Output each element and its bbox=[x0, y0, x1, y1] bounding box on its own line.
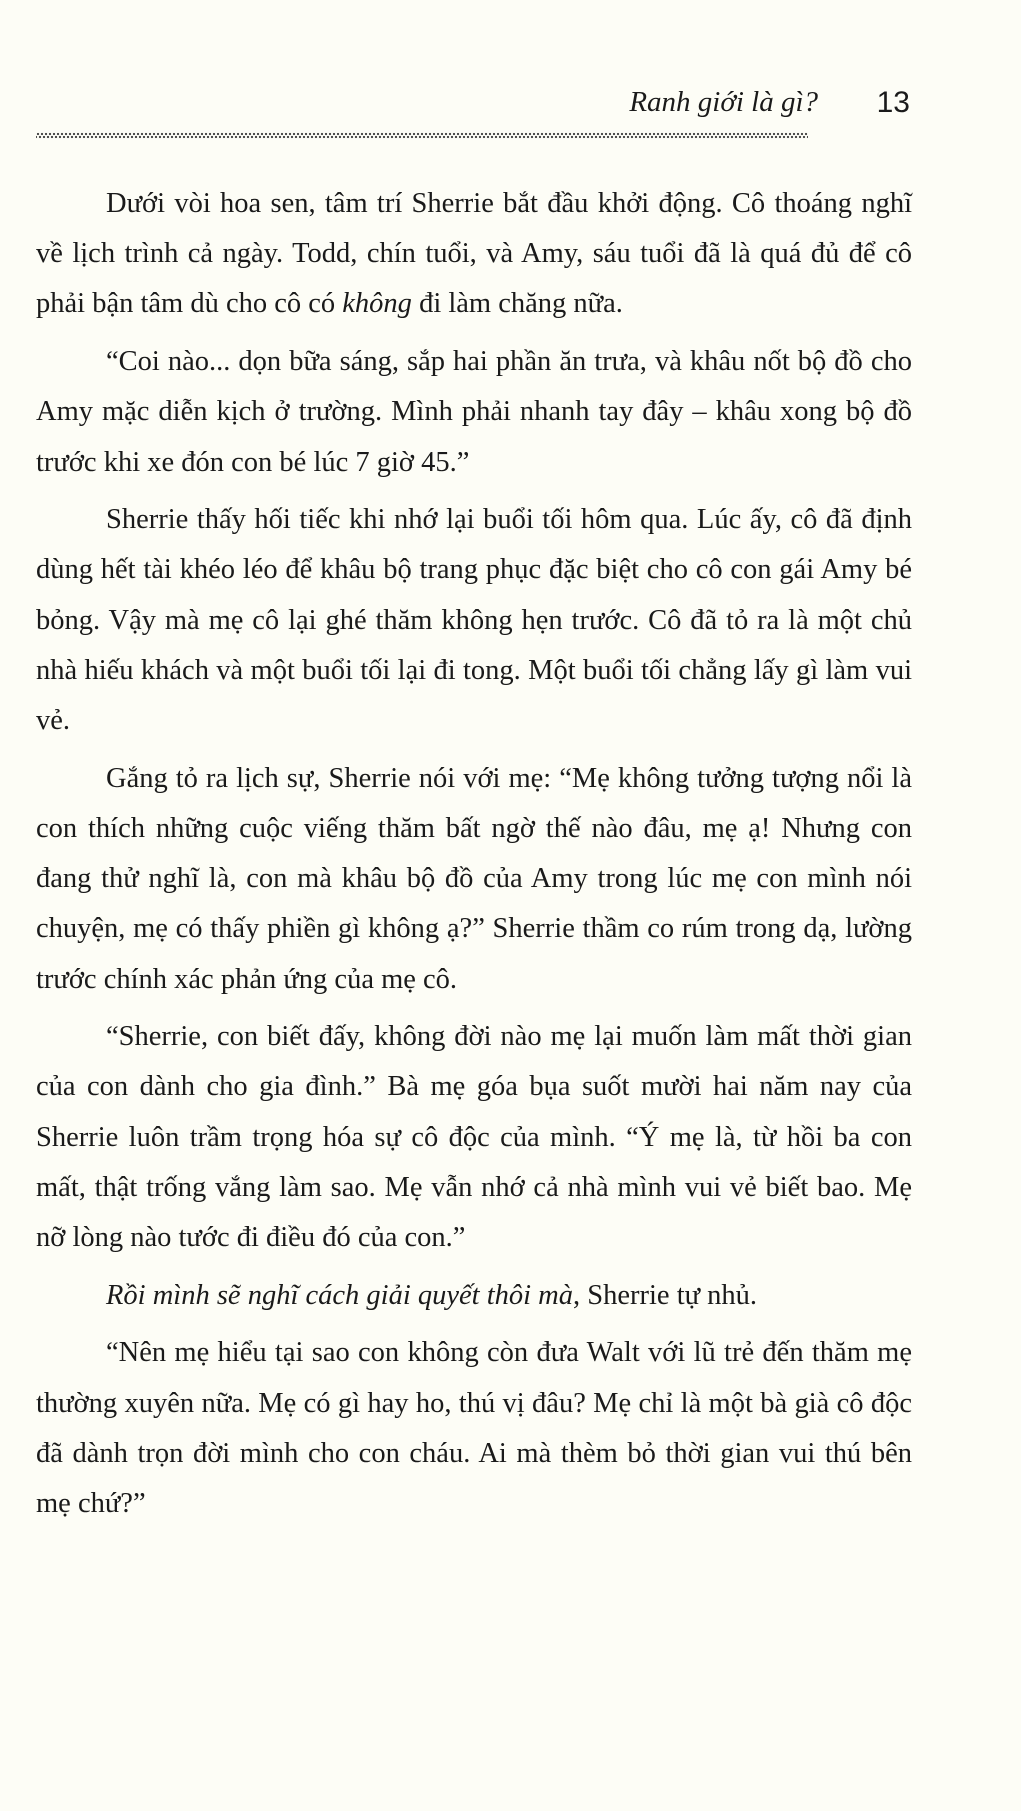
emphasis: không bbox=[342, 288, 412, 320]
header-divider bbox=[36, 132, 808, 139]
paragraph: Gắng tỏ ra lịch sự, Sherrie nói với mẹ: “Mẹ không tưởng tượng nổi là con thích những cuộc viếng thăm bất ngờ thế nào đâu, mẹ ạ! Nhưng con đang thử nghĩ là, con mà khâu bộ đồ của Amy trong lúc mẹ con mình nói chuyện, mẹ có thấy phiền gì không ạ?” Sherrie thầm co rúm trong dạ, lường trước chính xác phản ứng của mẹ cô. bbox=[36, 762, 912, 995]
paragraph: “Sherrie, con biết đấy, không đời nào mẹ lại muốn làm mất thời gian của con dành cho gia đình.” Bà mẹ góa bụa suốt mười hai năm nay của Sherrie luôn trầm trọng hóa sự cô độc của mình. “Ý mẹ là, từ hồi ba con mất, thật trống vắng làm sao. Mẹ vẫn nhớ cả nhà mình vui vẻ biết bao. Mẹ nỡ lòng nào tước đi điều đó của con.” bbox=[36, 1021, 912, 1254]
running-header bbox=[36, 76, 910, 126]
paragraph: “Nên mẹ hiểu tại sao con không còn đưa Walt với lũ trẻ đến thăm mẹ thường xuyên nữa. Mẹ có gì hay ho, thú vị đâu? Mẹ chỉ là một bà già cô độc đã dành trọn đời mình cho con cháu. Ai mà thèm bỏ thời gian vui thú bên mẹ chứ?” bbox=[36, 1337, 912, 1520]
body-text bbox=[36, 179, 912, 1537]
paragraph: Dưới vòi hoa sen, tâm trí Sherrie bắt đầu khởi động. Cô thoáng nghĩ về lịch trình cả ngày. Todd, chín tuổi, và Amy, sáu tuổi đã là quá đủ để cô phải bận tâm dù cho cô có không đi làm chăng nữa. bbox=[36, 188, 912, 320]
emphasis: Rồi mình sẽ nghĩ cách giải quyết thôi mà bbox=[106, 1279, 574, 1311]
running-title: Ranh giới là gì? bbox=[629, 86, 818, 118]
paragraph: “Coi nào... dọn bữa sáng, sắp hai phần ăn trưa, và khâu nốt bộ đồ cho Amy mặc diễn kịch ở trường. Mình phải nhanh tay đây – khâu xong bộ đồ trước khi xe đón con bé lúc 7 giờ 45.” bbox=[36, 346, 912, 478]
paragraph: Sherrie thấy hối tiếc khi nhớ lại buổi tối hôm qua. Lúc ấy, cô đã định dùng hết tài khéo léo để khâu bộ trang phục đặc biệt cho cô con gái Amy bé bỏng. Vậy mà mẹ cô lại ghé thăm không hẹn trước. Cô đã tỏ ra là một chủ nhà hiếu khách và một buổi tối lại đi tong. Một buổi tối chẳng lấy gì làm vui vẻ. bbox=[36, 504, 912, 737]
page-number: 13 bbox=[876, 86, 910, 119]
paragraph: Rồi mình sẽ nghĩ cách giải quyết thôi mà, Sherrie tự nhủ. bbox=[106, 1279, 758, 1311]
